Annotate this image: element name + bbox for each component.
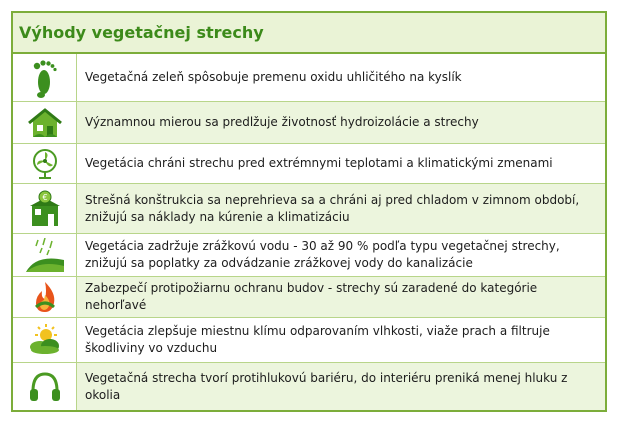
benefits-table [11, 11, 607, 412]
row-text: Vegetácia zlepšuje miestnu klímu odparovaním vlhkosti, viaže prach a filtruje škodliviny vo vzduchu [85, 324, 550, 355]
fire-icon [13, 277, 77, 317]
row-text: Vegetácia zadržuje zrážkovú vodu - 30 až 90 % podľa typu vegetačnej strechy, znižujú sa poplatky za odvádzanie zrážkovej vody do kanalizácie [85, 239, 560, 270]
green-house-icon [13, 102, 77, 143]
row-text: Zabezpečí protipožiarnu ochranu budov - strechy sú zaradené do kategórie nehorľavé [77, 277, 605, 317]
table-row [13, 318, 605, 363]
table-title: Výhody vegetačnej strechy [19, 23, 264, 42]
row-text: Vegetačná strecha tvorí protihlukovú bariéru, do interiéru preniká menej hluku z okolia [77, 363, 605, 410]
headphones-icon [13, 363, 77, 410]
sun-cloud-icon [13, 318, 77, 362]
house-coin-icon [13, 184, 77, 233]
row-text: Strešná konštrukcia sa neprehrieva sa a chráni aj pred chladom v zimnom období, znižujú sa náklady na kúrenie a klimatizáciu [77, 184, 605, 233]
table-row [13, 144, 605, 184]
footprint-icon [13, 54, 77, 101]
table-row [13, 54, 605, 102]
table-row [13, 363, 605, 410]
row-text: Vegetácia chráni strechu pred extrémnymi teplotami a klimatickými zmenami [85, 156, 553, 170]
rain-hill-icon [13, 234, 77, 276]
table-row [13, 234, 605, 277]
fan-icon [13, 144, 77, 183]
row-text: Vegetačná zeleň spôsobuje premenu oxidu uhličitého na kyslík [85, 70, 462, 84]
table-row [13, 277, 605, 318]
table-row [13, 184, 605, 234]
table-title-bar [13, 13, 605, 54]
table-row [13, 102, 605, 144]
svg-text:€: € [41, 192, 48, 202]
row-text: Významnou mierou sa predlžuje životnosť hydroizolácie a strechy [77, 102, 605, 143]
